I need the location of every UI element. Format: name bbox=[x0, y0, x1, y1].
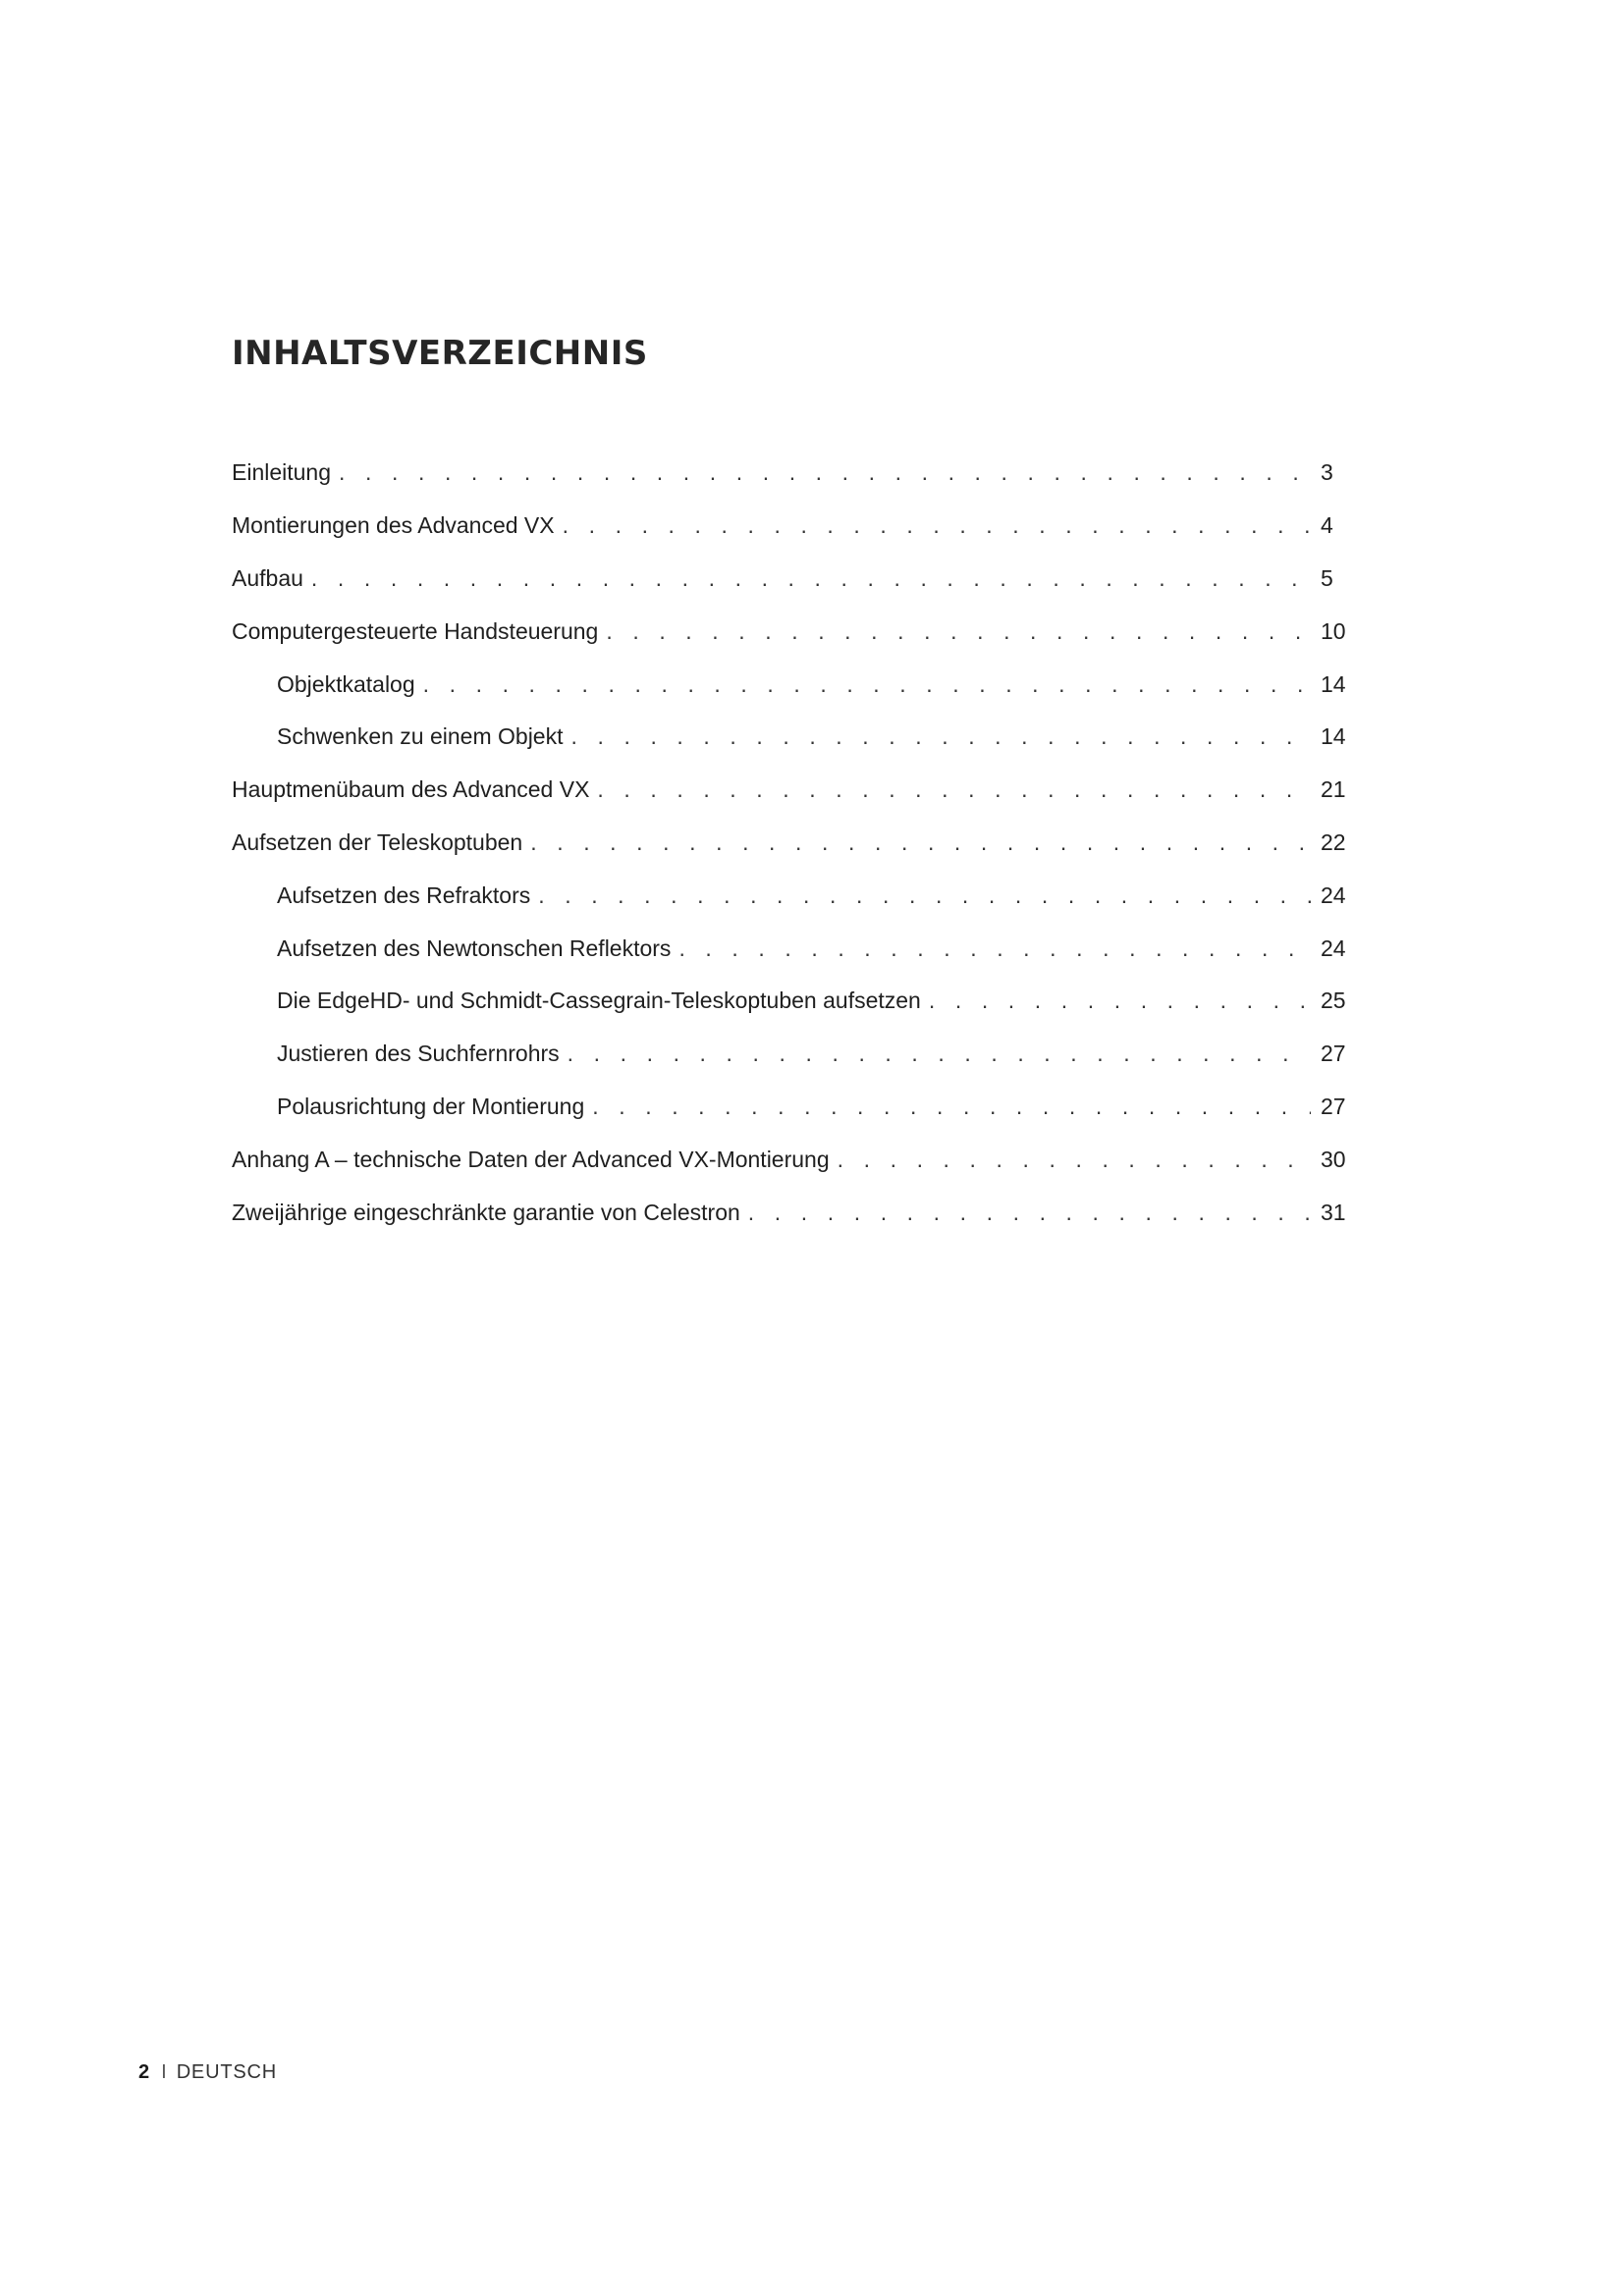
toc-subentry[interactable] bbox=[232, 869, 1350, 922]
toc-entry-page: 14 bbox=[1321, 723, 1346, 750]
toc-entry-label: Justieren des Suchfernrohrs bbox=[277, 1041, 560, 1067]
toc-entry-page: 24 bbox=[1321, 881, 1346, 908]
toc-entry-label: Aufsetzen der Teleskoptuben bbox=[232, 828, 523, 855]
toc-entry[interactable] bbox=[232, 1133, 1350, 1186]
toc-entry-label: Montierungen des Advanced VX bbox=[232, 512, 555, 539]
page-title: INHALTSVERZEICHNIS bbox=[232, 334, 648, 373]
toc-entry[interactable] bbox=[232, 1186, 1350, 1239]
table-of-contents bbox=[232, 447, 1350, 1239]
toc-entry-page: 27 bbox=[1321, 1041, 1346, 1067]
toc-entry[interactable] bbox=[232, 553, 1350, 606]
toc-subentry[interactable] bbox=[232, 1028, 1350, 1081]
toc-entry-page: 27 bbox=[1321, 1093, 1346, 1119]
toc-dot-leader bbox=[748, 1201, 1311, 1224]
footer-separator: I bbox=[161, 2061, 167, 2083]
toc-entry[interactable] bbox=[232, 447, 1350, 500]
toc-dot-leader bbox=[571, 725, 1312, 748]
toc-dot-leader bbox=[339, 461, 1311, 484]
toc-dot-leader bbox=[678, 937, 1311, 960]
toc-entry-page: 14 bbox=[1321, 670, 1346, 697]
toc-dot-leader bbox=[592, 1095, 1311, 1118]
toc-subentry[interactable] bbox=[232, 922, 1350, 975]
toc-entry-label: Die EdgeHD- und Schmidt-Cassegrain-Teleskoptuben aufsetzen bbox=[277, 988, 921, 1014]
footer-page-number: 2 bbox=[138, 2061, 150, 2083]
toc-dot-leader bbox=[597, 778, 1311, 801]
toc-subentry[interactable] bbox=[232, 1081, 1350, 1134]
toc-entry-page: 4 bbox=[1321, 512, 1333, 539]
toc-dot-leader bbox=[423, 673, 1311, 696]
toc-dot-leader bbox=[838, 1148, 1311, 1171]
toc-entry-label: Objektkatalog bbox=[277, 670, 415, 697]
toc-entry-page: 10 bbox=[1321, 617, 1346, 644]
toc-entry[interactable] bbox=[232, 764, 1350, 817]
toc-entry[interactable] bbox=[232, 605, 1350, 658]
toc-entry-label: Schwenken zu einem Objekt bbox=[277, 723, 564, 750]
toc-entry-label: Aufsetzen des Refraktors bbox=[277, 881, 531, 908]
toc-entry-page: 21 bbox=[1321, 776, 1346, 803]
toc-dot-leader bbox=[538, 884, 1311, 907]
toc-entry-page: 24 bbox=[1321, 934, 1346, 961]
toc-entry-label: Polausrichtung der Montierung bbox=[277, 1093, 585, 1119]
toc-entry-label: Zweijährige eingeschränkte garantie von Celestron bbox=[232, 1199, 740, 1225]
toc-entry-page: 22 bbox=[1321, 828, 1346, 855]
toc-dot-leader bbox=[311, 567, 1311, 590]
toc-entry-label: Aufbau bbox=[232, 564, 303, 591]
toc-dot-leader bbox=[530, 831, 1311, 854]
toc-entry[interactable] bbox=[232, 817, 1350, 870]
toc-dot-leader bbox=[606, 620, 1311, 643]
toc-entry-label: Hauptmenübaum des Advanced VX bbox=[232, 776, 590, 803]
toc-entry-label: Einleitung bbox=[232, 459, 332, 486]
page-footer bbox=[138, 2061, 277, 2084]
toc-entry[interactable] bbox=[232, 500, 1350, 553]
toc-subentry[interactable] bbox=[232, 975, 1350, 1028]
toc-subentry[interactable] bbox=[232, 658, 1350, 711]
toc-dot-leader bbox=[568, 1042, 1311, 1065]
toc-entry-page: 30 bbox=[1321, 1146, 1346, 1172]
toc-dot-leader bbox=[563, 514, 1311, 537]
toc-entry-page: 3 bbox=[1321, 459, 1333, 486]
toc-dot-leader bbox=[929, 989, 1311, 1012]
toc-entry-label: Computergesteuerte Handsteuerung bbox=[232, 617, 599, 644]
toc-entry-page: 25 bbox=[1321, 988, 1346, 1014]
toc-entry-page: 31 bbox=[1321, 1199, 1346, 1225]
toc-entry-page: 5 bbox=[1321, 564, 1333, 591]
toc-subentry[interactable] bbox=[232, 711, 1350, 764]
footer-language: DEUTSCH bbox=[176, 2061, 277, 2083]
toc-entry-label: Anhang A – technische Daten der Advanced VX-Montierung bbox=[232, 1146, 830, 1172]
toc-entry-label: Aufsetzen des Newtonschen Reflektors bbox=[277, 934, 672, 961]
